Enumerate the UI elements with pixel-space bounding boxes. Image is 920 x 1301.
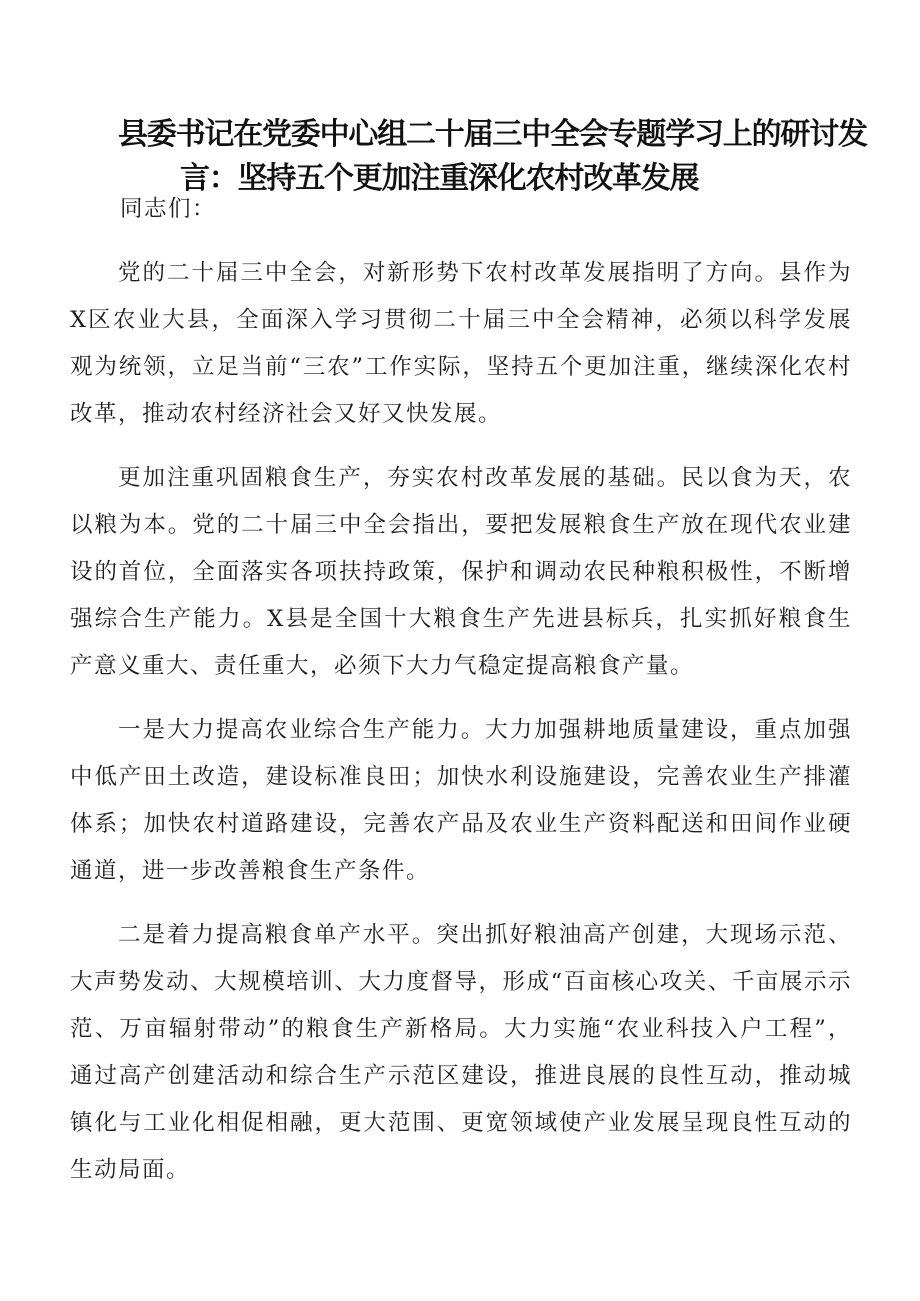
title-line-2: 言：坚持五个更加注重深化农村改革发展 xyxy=(180,161,699,196)
paragraph-point-one: 一是大力提高农业综合生产能力。大力加强耕地质量建设，重点加强中低产田土改造，建设标准良田；加快水利设施建设，完善农业生产排灌体系；加快农村道路建设，完善农产品及农业生产资料配送和田间作业硬通道，进一步改善粮食生产条件。 xyxy=(70,717,852,884)
title-line-1: 县委书记在党委中心组二十届三中全会专题学习上的研讨发 xyxy=(118,117,867,152)
document-body xyxy=(70,186,852,1211)
greeting: 同志们： xyxy=(120,196,217,222)
paragraph-point-two: 二是着力提高粮食单产水平。突出抓好粮油高产创建，大现场示范、大声势发动、大规模培训、大力度督导，形成“百亩核心攻关、千亩展示示范、万亩辐射带动”的粮食生产新格局。大力实施“农业科技入户工程”，通过高产创建活动和综合生产示范区建设，推进良展的良性互动，推动城镇化与工业化相促相融，更大范围、更宽领域使产业发展呈现良性互动的生动局面。 xyxy=(70,922,852,1183)
paragraph-intro: 党的二十届三中全会，对新形势下农村改革发展指明了方向。县作为X区农业大县，全面深入学习贯彻二十届三中全会精神，必须以科学发展观为统领，立足当前“三农”工作实际，坚持五个更加注重，继续深化农村改革，推动农村经济社会又好又快发展。 xyxy=(70,260,852,427)
paragraph-grain-production: 更加注重巩固粮食生产，夯实农村改革发展的基础。民以食为天，农以粮为本。党的二十届三中全会指出，要把发展粮食生产放在现代农业建设的首位，全面落实各项扶持政策，保护和调动农民种粮积极性，不断增强综合生产能力。X县是全国十大粮食生产先进县标兵，扎实抓好粮食生产意义重大、责任重大，必须下大力气稳定提高粮食产量。 xyxy=(70,465,852,679)
